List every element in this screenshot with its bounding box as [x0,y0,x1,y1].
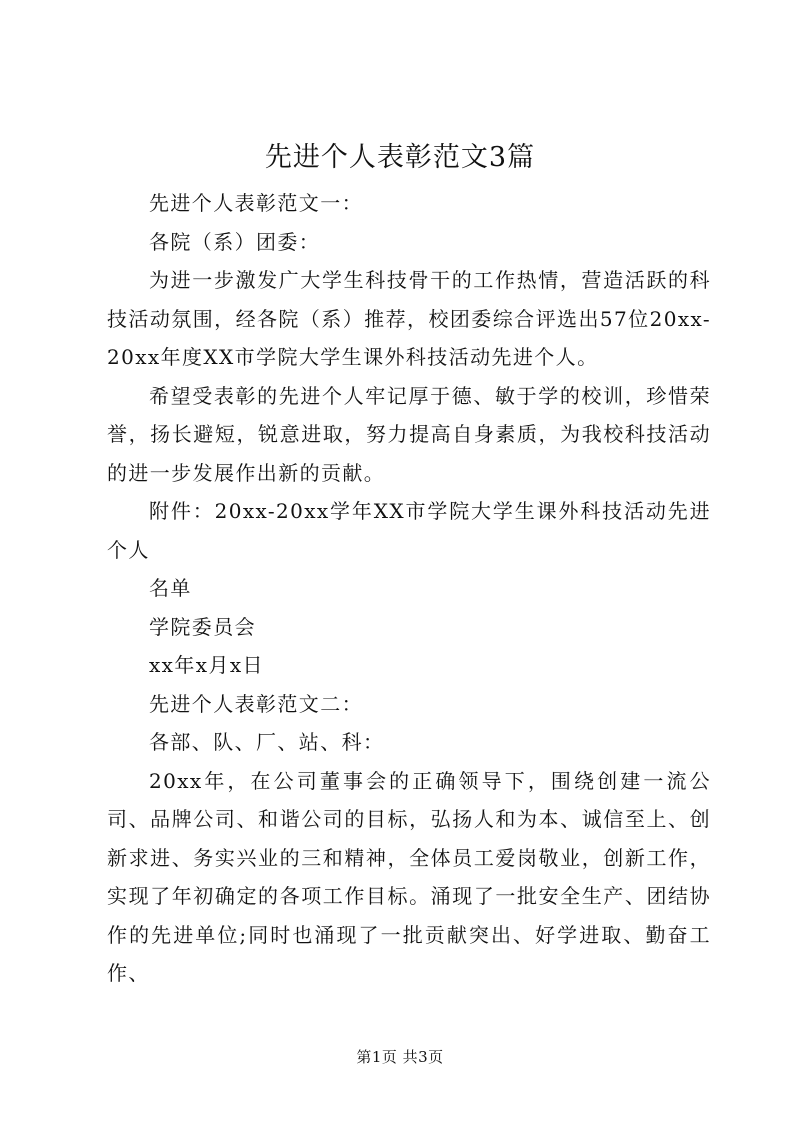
paragraph-signature-date: xx年x月x日 [149,653,264,677]
document-title: 先进个人表彰范文3篇 [264,142,536,173]
paragraph-salutation-two: 各部、队、厂、站、科： [149,730,385,754]
paragraph-expectation: 希望受表彰的先进个人牢记厚于德、敏于学的校训，珍惜荣誉，扬长避短，锐意进取，努力提高自身素质，为我校科技活动的进一步发展作出新的贡献。 [107,383,711,485]
paragraph-announcement: 为进一步激发广大学生科技骨干的工作热情，营造活跃的科技活动氛围，经各院（系）推荐，校团委综合评选出57位20xx-20xx年度XX市学院大学生课外科技活动先进个人。 [107,268,711,369]
paragraph-list-name: 名单 [149,576,192,600]
paragraph-achievements: 20xx年，在公司董事会的正确领导下，围绕创建一流公司、品牌公司、和谐公司的目标，弘扬人和为本、诚信至上、创新求进、务实兴业的三和精神，全体员工爱岗敬业，创新工作，实现了年初确定的各项工作目标。涌现了一批安全生产、团结协作的先进单位;同时也涌现了一批贡献突出、好学进取、勤奋工作、 [107,768,711,985]
paragraph-section-one-heading: 先进个人表彰范文一： [149,191,363,215]
paragraph-signature-org: 学院委员会 [149,614,256,639]
paragraph-salutation-one: 各院（系）团委： [149,229,321,254]
page-footer: 第1页 共3页 [356,1048,444,1066]
document-body [107,184,711,993]
paragraph-attachment: 附件：20xx-20xx学年XX市学院大学生课外科技活动先进个人 [107,499,711,562]
paragraph-section-two-heading: 先进个人表彰范文二： [149,691,363,716]
